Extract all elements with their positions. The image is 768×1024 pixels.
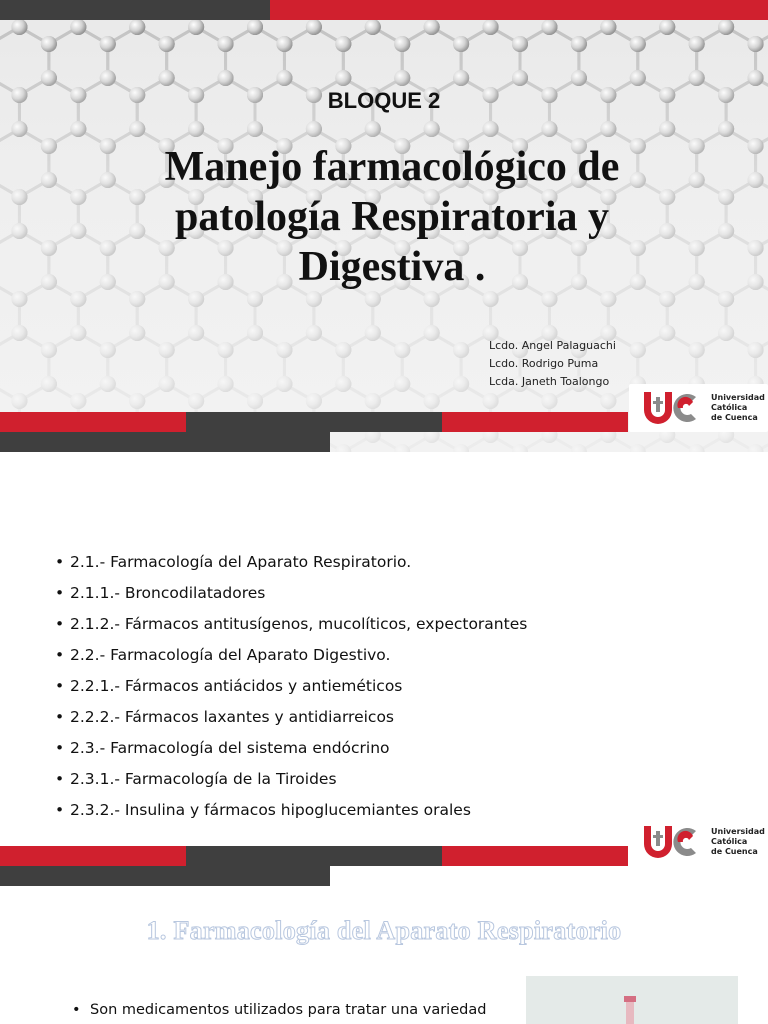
list-item bbox=[55, 578, 527, 609]
bullet: • bbox=[72, 1002, 81, 1018]
bullet-text: Son medicamentos utilizados para tratar una variedad bbox=[90, 1002, 487, 1018]
top-band-dark bbox=[0, 0, 270, 20]
title-line: Digestiva . bbox=[298, 244, 486, 290]
list-item-text: 2.1.1.- Broncodilatadores bbox=[70, 584, 266, 602]
bottom-band-red bbox=[442, 846, 628, 866]
logo-line: Católica bbox=[711, 837, 748, 846]
presentation-title bbox=[100, 142, 684, 292]
logo-line: Universidad bbox=[711, 393, 765, 402]
top-band-red bbox=[270, 0, 768, 20]
section-bullet bbox=[72, 1002, 486, 1018]
list-item-text: 2.3.1.- Farmacología de la Tiroides bbox=[70, 770, 337, 788]
bullet: • bbox=[55, 801, 65, 819]
university-logo bbox=[629, 818, 768, 866]
ucacue-logo-mark-icon bbox=[641, 388, 707, 428]
list-item bbox=[55, 640, 527, 671]
ucacue-logo-mark-icon bbox=[641, 822, 707, 862]
medicine-photo-icon bbox=[526, 976, 738, 1024]
list-item bbox=[55, 547, 527, 578]
list-item bbox=[55, 764, 527, 795]
list-item bbox=[55, 795, 527, 826]
section-title: 1. Farmacología del Aparato Respiratorio bbox=[146, 916, 622, 945]
author-name: Lcda. Janeth Toalongo bbox=[489, 375, 610, 388]
bullet: • bbox=[55, 770, 65, 788]
list-item bbox=[55, 733, 527, 764]
university-logo bbox=[629, 384, 768, 432]
logo-line: de Cuenca bbox=[711, 413, 758, 422]
bullet: • bbox=[55, 553, 65, 571]
section-slide bbox=[0, 888, 768, 1024]
list-item-text: 2.2.- Farmacología del Aparato Digestivo. bbox=[70, 646, 391, 664]
list-item-text: 2.1.2.- Fármacos antitusígenos, mucolíticos, expectorantes bbox=[70, 615, 528, 633]
contents-list bbox=[55, 547, 527, 826]
author-name: Lcdo. Rodrigo Puma bbox=[489, 357, 599, 370]
contents-slide bbox=[0, 452, 768, 888]
bottom-band-dark bbox=[0, 866, 330, 886]
bottom-band-red bbox=[442, 412, 628, 432]
title-slide bbox=[0, 0, 768, 452]
list-item bbox=[55, 702, 527, 733]
university-logo-text bbox=[711, 827, 765, 857]
bottom-band-dark bbox=[186, 846, 442, 866]
bottom-band-dark bbox=[186, 412, 442, 432]
list-item-text: 2.1.- Farmacología del Aparato Respiratorio. bbox=[70, 553, 412, 571]
list-item-text: 2.3.2.- Insulina y fármacos hipoglucemiantes orales bbox=[70, 801, 471, 819]
bullet: • bbox=[55, 739, 65, 757]
authors-list bbox=[489, 337, 616, 391]
list-item-text: 2.2.2.- Fármacos laxantes y antidiarreicos bbox=[70, 708, 395, 726]
list-item bbox=[55, 609, 527, 640]
author-name: Lcdo. Angel Palaguachi bbox=[489, 339, 616, 352]
block-heading: BLOQUE 2 bbox=[327, 88, 441, 113]
bullet: • bbox=[55, 677, 65, 695]
list-item bbox=[55, 671, 527, 702]
list-item-text: 2.2.1.- Fármacos antiácidos y antieméticos bbox=[70, 677, 403, 695]
bullet: • bbox=[55, 584, 65, 602]
bullet: • bbox=[55, 646, 65, 664]
logo-line: Universidad bbox=[711, 827, 765, 836]
logo-line: de Cuenca bbox=[711, 847, 758, 856]
logo-line: Católica bbox=[711, 403, 748, 412]
bottom-band-red bbox=[0, 412, 186, 432]
title-line: patología Respiratoria y bbox=[175, 194, 609, 240]
bottom-band-red bbox=[0, 846, 186, 866]
bullet: • bbox=[55, 615, 65, 633]
section-photo bbox=[526, 976, 738, 1024]
list-item-text: 2.3.- Farmacología del sistema endócrino bbox=[70, 739, 390, 757]
bottom-band-dark bbox=[0, 432, 330, 452]
university-logo-text bbox=[711, 393, 765, 423]
title-line: Manejo farmacológico de bbox=[164, 144, 620, 190]
bullet: • bbox=[55, 708, 65, 726]
